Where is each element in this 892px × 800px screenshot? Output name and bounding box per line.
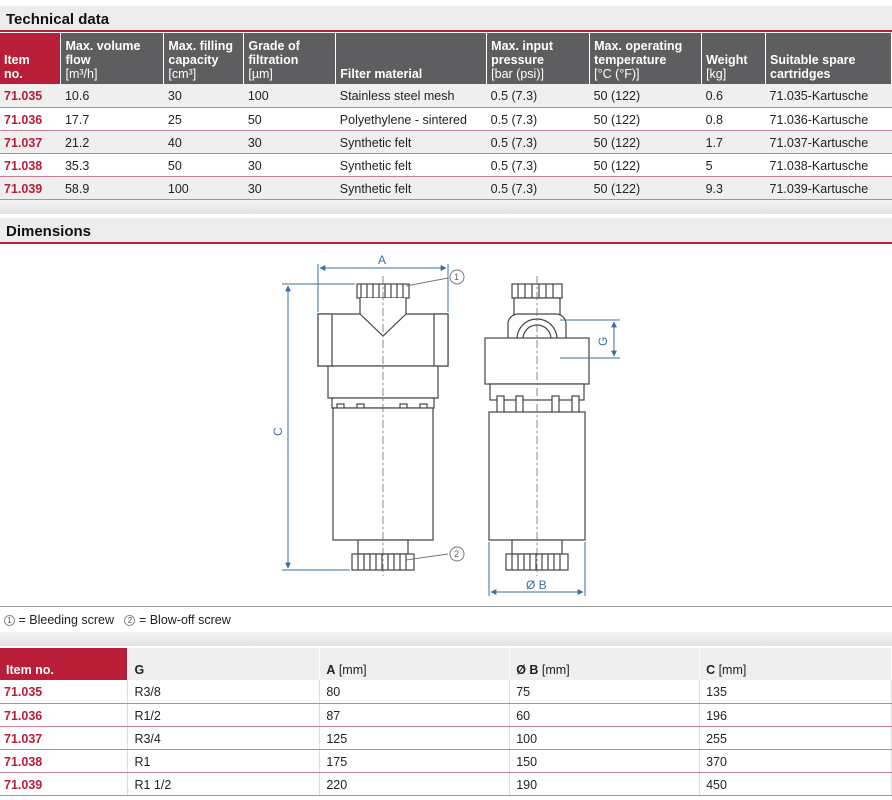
filtration-value: 50: [244, 107, 336, 130]
item-number: 71.038: [0, 153, 61, 176]
table-row: [0, 703, 892, 726]
g-value: R1 1/2: [128, 772, 320, 795]
legend: [4, 613, 231, 627]
material-value: Synthetic felt: [336, 176, 487, 199]
table-row: [0, 153, 892, 176]
material-value: Synthetic felt: [336, 130, 487, 153]
dimensions-table: [0, 648, 892, 796]
weight-value: 0.8: [702, 107, 766, 130]
col-capacity: Max. filling capacity [cm³]: [164, 33, 244, 84]
filtration-value: 30: [244, 176, 336, 199]
label-g: G: [596, 336, 610, 346]
c-value: 370: [700, 749, 892, 772]
spare-value: 71.038-Kartusche: [766, 153, 892, 176]
flow-value: 58.9: [61, 176, 164, 199]
pressure-value: 0.5 (7.3): [487, 153, 590, 176]
a-value: 220: [320, 772, 510, 795]
g-value: R1: [128, 749, 320, 772]
table-row: [0, 130, 892, 153]
col-spare: Suitable spare cartridges: [766, 33, 892, 84]
legend-divider: [0, 606, 892, 607]
separator-strip: [0, 200, 892, 214]
legend-circle-1: 1: [4, 615, 15, 626]
b-value: 60: [510, 703, 700, 726]
capacity-value: 50: [164, 153, 244, 176]
filtration-value: 30: [244, 153, 336, 176]
technical-data-heading: [0, 6, 892, 32]
spare-value: 71.037-Kartusche: [766, 130, 892, 153]
dimensions-title: Dimensions: [6, 223, 92, 240]
col-b: Ø B [mm]: [510, 648, 700, 680]
pressure-value: 0.5 (7.3): [487, 84, 590, 107]
weight-value: 0.6: [702, 84, 766, 107]
col-g: G: [128, 648, 320, 680]
legend-circle-2: 2: [124, 615, 135, 626]
material-value: Synthetic felt: [336, 153, 487, 176]
spare-value: 71.035-Kartusche: [766, 84, 892, 107]
c-value: 135: [700, 680, 892, 703]
item-number: 71.035: [0, 680, 128, 703]
weight-value: 9.3: [702, 176, 766, 199]
col-temperature: Max. operating temperature [°C (°F)]: [590, 33, 702, 84]
a-value: 80: [320, 680, 510, 703]
temperature-value: 50 (122): [590, 84, 702, 107]
g-value: R1/2: [128, 703, 320, 726]
spare-value: 71.039-Kartusche: [766, 176, 892, 199]
c-value: 196: [700, 703, 892, 726]
pressure-value: 0.5 (7.3): [487, 107, 590, 130]
item-number: 71.036: [0, 107, 61, 130]
label-c: C: [271, 427, 285, 436]
flow-value: 17.7: [61, 107, 164, 130]
c-value: 450: [700, 772, 892, 795]
b-value: 100: [510, 726, 700, 749]
col-filtration: Grade of filtration [µm]: [244, 33, 336, 84]
legend-text-2: = Blow-off screw: [138, 613, 231, 627]
col-material: Filter material: [336, 33, 487, 84]
table-row: [0, 772, 892, 795]
g-value: R3/8: [128, 680, 320, 703]
table-row: [0, 680, 892, 703]
a-value: 87: [320, 703, 510, 726]
filtration-value: 100: [244, 84, 336, 107]
weight-value: 1.7: [702, 130, 766, 153]
b-value: 75: [510, 680, 700, 703]
c-value: 255: [700, 726, 892, 749]
label-a: A: [378, 253, 387, 267]
technical-header-row: [0, 33, 892, 84]
b-value: 190: [510, 772, 700, 795]
legend-text-1: = Bleeding screw: [18, 613, 115, 627]
technical-data-table: [0, 33, 892, 200]
table-row: [0, 84, 892, 107]
capacity-value: 100: [164, 176, 244, 199]
table-row: [0, 726, 892, 749]
b-value: 150: [510, 749, 700, 772]
flow-value: 10.6: [61, 84, 164, 107]
temperature-value: 50 (122): [590, 130, 702, 153]
pressure-value: 0.5 (7.3): [487, 130, 590, 153]
col-item: Item no.: [0, 33, 61, 84]
capacity-value: 40: [164, 130, 244, 153]
dimensions-heading: [0, 218, 892, 244]
flow-value: 35.3: [61, 153, 164, 176]
weight-value: 5: [702, 153, 766, 176]
item-number: 71.039: [0, 176, 61, 199]
item-number: 71.036: [0, 703, 128, 726]
pressure-value: 0.5 (7.3): [487, 176, 590, 199]
col-pressure: Max. input pressure [bar (psi)]: [487, 33, 590, 84]
filter-dimension-drawing: [0, 244, 892, 604]
technical-data-title: Technical data: [6, 11, 110, 28]
temperature-value: 50 (122): [590, 153, 702, 176]
col-a: A [mm]: [320, 648, 510, 680]
filtration-value: 30: [244, 130, 336, 153]
table-row: [0, 749, 892, 772]
a-value: 125: [320, 726, 510, 749]
label-b: Ø B: [526, 578, 547, 592]
flow-value: 21.2: [61, 130, 164, 153]
temperature-value: 50 (122): [590, 107, 702, 130]
col-weight: Weight [kg]: [702, 33, 766, 84]
temperature-value: 50 (122): [590, 176, 702, 199]
item-number: 71.038: [0, 749, 128, 772]
item-number: 71.037: [0, 726, 128, 749]
dimensions-header-row: [0, 648, 892, 680]
separator-strip-2: [0, 632, 892, 646]
item-number: 71.037: [0, 130, 61, 153]
a-value: 175: [320, 749, 510, 772]
capacity-value: 30: [164, 84, 244, 107]
col-flow: Max. volume flow [m³/h]: [61, 33, 164, 84]
item-number: 71.039: [0, 772, 128, 795]
col-item-no: Item no.: [0, 648, 128, 680]
callout-2: 2: [454, 549, 460, 559]
capacity-value: 25: [164, 107, 244, 130]
g-value: R3/4: [128, 726, 320, 749]
col-c: C [mm]: [700, 648, 892, 680]
table-row: [0, 176, 892, 199]
material-value: Polyethylene - sintered: [336, 107, 487, 130]
table-row: [0, 107, 892, 130]
material-value: Stainless steel mesh: [336, 84, 487, 107]
callout-1: 1: [454, 272, 460, 282]
item-number: 71.035: [0, 84, 61, 107]
spare-value: 71.036-Kartusche: [766, 107, 892, 130]
